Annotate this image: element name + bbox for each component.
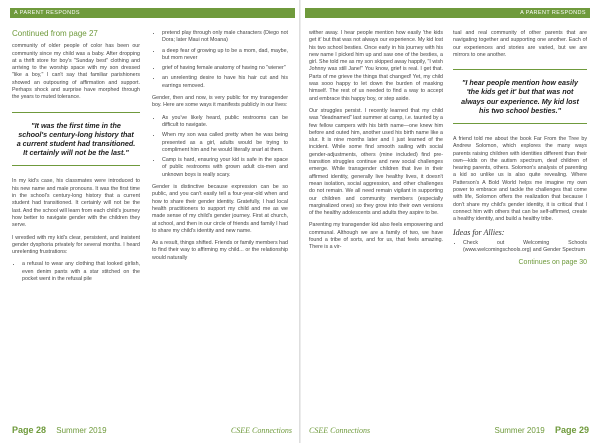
left-page	[0, 0, 299, 443]
left-page-column-1	[12, 30, 140, 288]
left-page-footer	[12, 425, 292, 435]
paragraph: Our struggles persist. I recently learned that my child was "deadnamed" last summer at camp, i.e. taunted by a few fellow campers with his birth name—one knew him before and outed him, another used his birth name like a slur. It is nine months later and I just learned of the incident. While some find smooth sailing with social gender-adjustments, others (mine included) find pre-transition struggles continue and new social challenges emerge. While transgender children that live in their affirmed identity, generally live healthy lives, it doesn't mean isolation, social aggression, and other challenges do not remain. We all need remain vigilant in supporting our children and community members (especially marginalized ones) so they grow into their own versions of the healthy adolescents and adults they aspire to be.	[309, 107, 443, 217]
right-page	[301, 0, 600, 443]
issue-season: Summer 2019	[56, 426, 107, 435]
right-page-column-2	[453, 30, 587, 267]
paragraph: In my kid's case, his classmates were introduced to his new name and male pronouns. It was the first time in the school's century-long history that a current student had transitioned. It certainly will not be the last. And the school will learn from each child's journey how better to navigate gender with the children they serve.	[12, 178, 140, 229]
paragraph: wither away. I hear people mention how easily 'the kids get it' but that was not always our experience. My kid lost his two school besties. Once early in his journey with his new name I picked him up and saw one of the besties, a girl. She told me as my son skipped away happily, "I wish Johnny was still Jane!" You know, grief is real. I get that. Parts of me grieve the things that changed! Yet, my child was sooo happy to let down the burden of masking himself. The rest of us needed to find a way to accept and embrace this happy boy, or step aside.	[309, 30, 443, 102]
bullet-list	[152, 30, 288, 90]
left-page-column-2	[152, 30, 288, 267]
left-section-label: A PARENT RESPONDS	[14, 10, 80, 16]
list-item: • pretend play through only male characters (Diego not Dora; later Maui not Moana)	[162, 30, 288, 45]
bullet-list	[152, 115, 288, 179]
continued-from-label: Continued from page 27	[12, 29, 98, 38]
paragraph: community of older people of color has been our community since my child was a baby. After dropping at a thrift store for boy's "Sunday best" clothing and arriving to the worship space with my son dressed "like a boy," I can't say that familiar parishioners showed an outpouring of affirmation and support. Perhaps shock and surprise have morphed through the years to muted tolerance.	[12, 43, 140, 101]
paragraph: As a result, things shifted. Friends or family members had to find their way to affirming my child... or the relationship would naturally	[152, 240, 288, 261]
publication-name: CSEE Connections	[309, 426, 371, 435]
publication-name: CSEE Connections	[230, 426, 292, 435]
continued-on-label: Continues on page 30	[518, 259, 587, 267]
issue-season: Summer 2019	[494, 426, 545, 435]
list-item: • a deep fear of growing up to be a mom, dad, maybe, but mom never	[162, 48, 288, 63]
list-item: • Check out Welcoming Schools (www.welcomingschools.org) and Gender Spectrum	[463, 240, 587, 255]
paragraph: I wrestled with my kid's clear, persistent, and insistent gender dysphoria privately for several months. I heard unrelenting frustrations:	[12, 234, 140, 256]
ideas-heading: Ideas for Allies:	[453, 227, 505, 237]
paragraph: Gender is distinctive because expression can be so public, and you can't easily tell a four-year-old when and how to share their gender identity. Gratefully, I had local health practitioners to support my child and me as we made sense of my child's gender journey. First at church, at school, and then in our circle of friends and family I had to share my child's identity and new name.	[152, 184, 288, 234]
pull-quote: "I hear people mention how easily 'the kids get it' but that was not always our experience. My kid lost his two school besties."	[453, 69, 587, 124]
list-item: • a refusal to wear any clothing that looked girlish, even denim pants with a star stitched on the pocket went in the refusal pile	[22, 261, 140, 283]
right-section-label: A PARENT RESPONDS	[520, 10, 586, 16]
page-number: Page 29	[554, 425, 589, 435]
bullet-list	[453, 240, 587, 255]
list-item: • an unrelenting desire to have his hair cut and his earrings removed.	[162, 75, 288, 90]
right-page-footer	[309, 425, 589, 435]
list-item: • When my son was called pretty when he was being presented as a girl, adults would be trying to compliment him and he would literally snarl at them.	[162, 132, 288, 154]
pull-quote: "It was the first time in the school's century-long history that a current student had transitioned. It certainly will not be the last."	[12, 112, 140, 167]
paragraph: A friend told me about the book Far From the Tree by Andrew Solomon, which explores the many ways parents raising children with identities different than their own—kids on the autism spectrum, deaf children of hearing parents, others. Solomon's analysis of parenting a kid so unlike us is also quite revealing. Where Patterson's A Bold World helps me imagine my own power to embrace and tackle the challenges that come with life, Solomon offers the realization that because I don't share my child's gender identity, it is critical that I connect him with others that can be self-affirmed, create a healthy identity, and build a healthy tribe.	[453, 136, 587, 223]
left-header-bar	[10, 8, 295, 18]
paragraph: Parenting my transgender kid also feels empowering and communal. Although we are a family of two, we have found a tribe of sorts, and for us, that feels amazing. There is a vir-	[309, 222, 443, 251]
paragraph: tual and real community of other parents that are navigating together and supporting one another. Each of our experiences and stories are varied, but we are mirrors to one another.	[453, 30, 587, 58]
page-number: Page 28	[12, 425, 47, 435]
list-item: • Camp is hard, ensuring your kid is safe in the space of public restrooms with grown adult cis-men and unknown boys is really scary.	[162, 157, 288, 179]
list-item: • grief of having female anatomy of having no "wiener"	[162, 65, 288, 72]
paragraph: Gender, then and now, is very public for my transgender boy. Here are some ways it manifests publicly in our lives:	[152, 95, 288, 109]
list-item: • As you've likely heard, public restrooms can be difficult to navigate.	[162, 115, 288, 130]
right-page-column-1	[309, 30, 443, 257]
right-header-bar	[305, 8, 590, 18]
bullet-list	[12, 261, 140, 283]
